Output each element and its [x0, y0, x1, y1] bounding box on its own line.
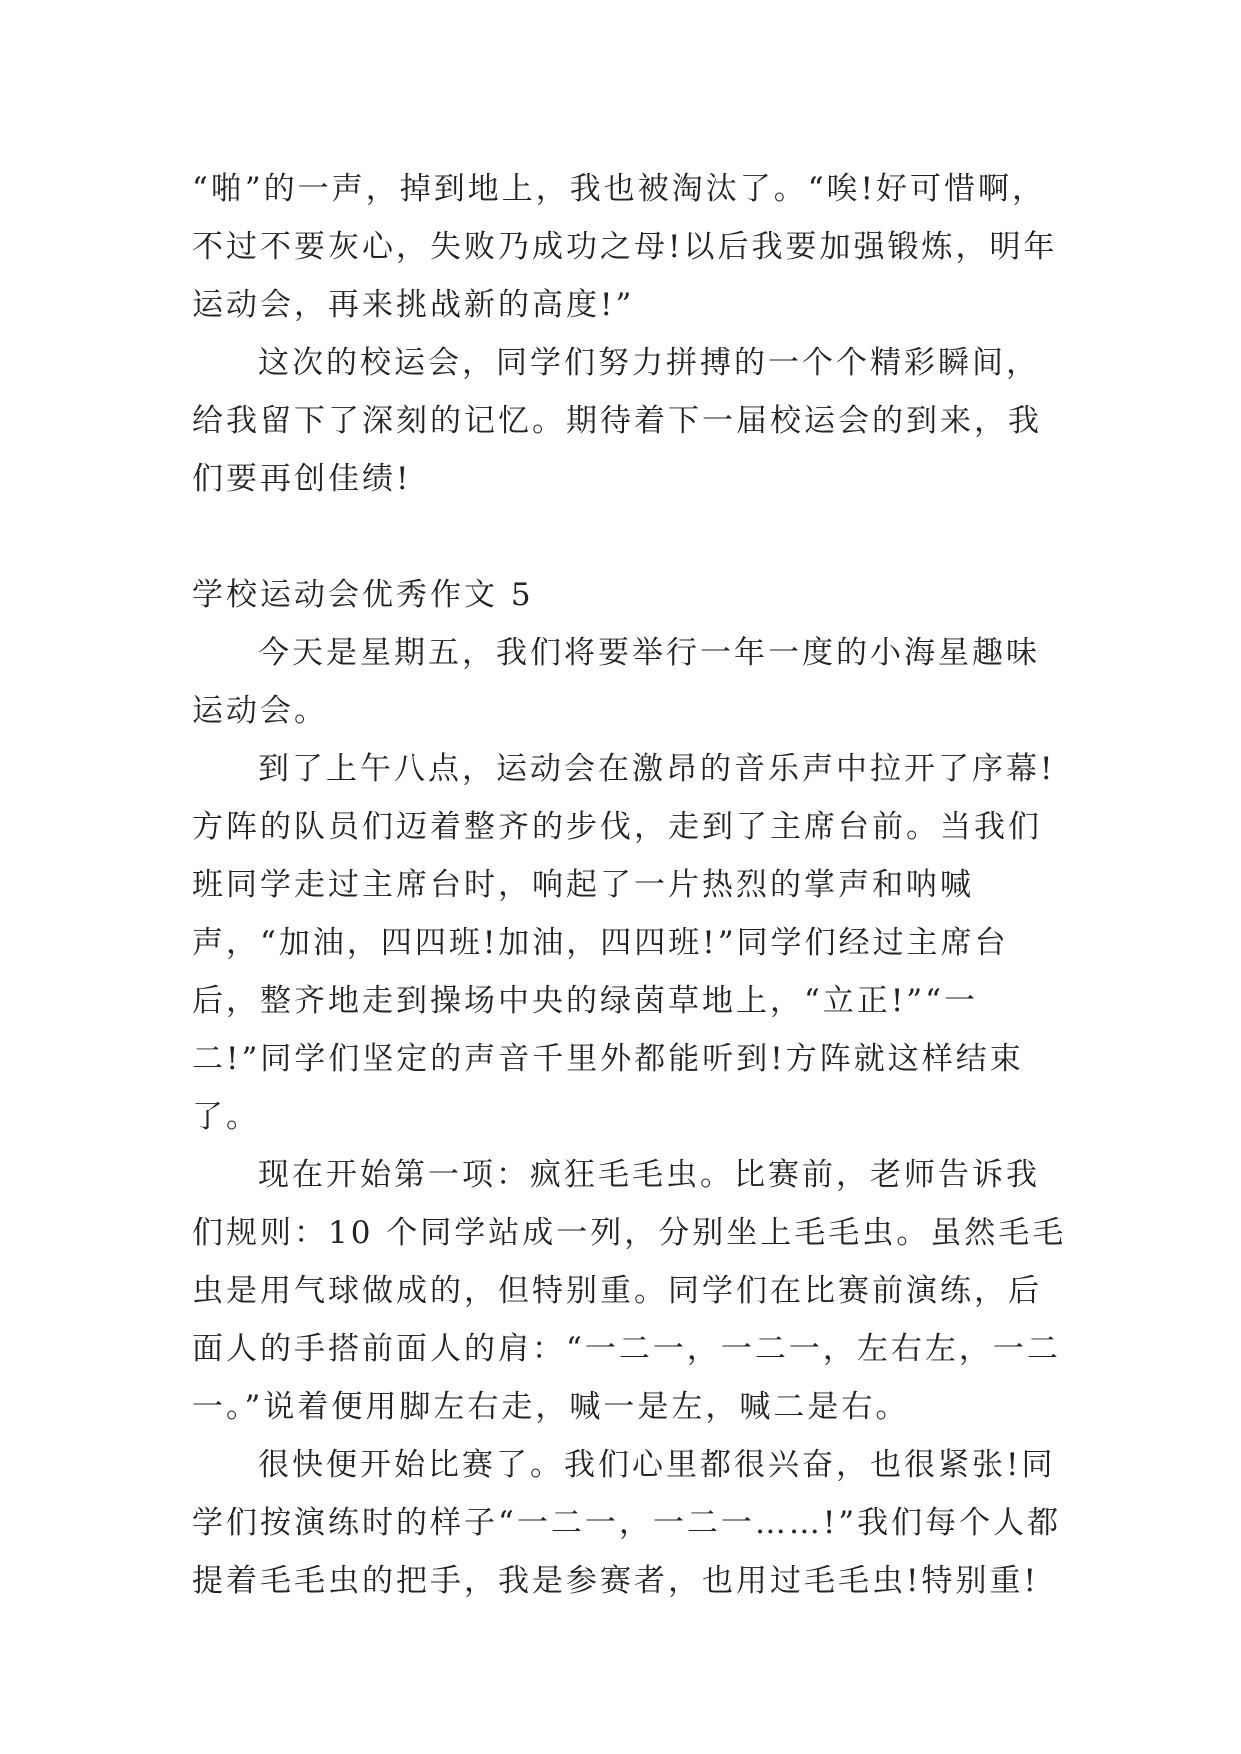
section-title: 学校运动会优秀作文 5: [192, 577, 534, 613]
paragraph: 今天是星期五，我们将要举行一年一度的小海星趣味运动会。: [192, 635, 1040, 729]
section-gap: [192, 508, 1072, 566]
paragraph: 这次的校运会，同学们努力拼搏的一个个精彩瞬间，给我留下了深刻的记忆。期待着下一届校运会的到来，我们要再创佳绩!: [192, 345, 1042, 497]
paragraph: 到了上午八点，运动会在激昂的音乐声中拉开了序幕!方阵的队员们迈着整齐的步伐，走到了主席台前。当我们班同学走过主席台时，响起了一片热烈的掌声和呐喊声，“加油，四四班!加油，四四班!”同学们经过主席台后，整齐地走到操场中央的绿茵草地上，“立正!”“一二!”同学们坚定的声音千里外都能听到!方阵就这样结束了。: [192, 751, 1056, 1135]
document-body: [192, 160, 1072, 1610]
paragraph: “啪”的一声，掉到地上，我也被淘汰了。“唉!好可惜啊，不过不要灰心，失败乃成功之母!以后我要加强锻炼，明年运动会，再来挑战新的高度!”: [192, 171, 1058, 323]
paragraph: 很快便开始比赛了。我们心里都很兴奋，也很紧张!同学们按演练时的样子“一二一，一二一……!”我们每个人都提着毛毛虫的把手，我是参赛者，也用过毛毛虫!特别重!: [192, 1447, 1062, 1599]
paragraph: 现在开始第一项：疯狂毛毛虫。比赛前，老师告诉我们规则：10 个同学站成一列，分别坐上毛毛虫。虽然毛毛虫是用气球做成的，但特别重。同学们在比赛前演练，后面人的手搭前面人的肩：“一二一，一二一，左右左，一二一。”说着便用脚左右走，喊一是左，喊二是右。: [192, 1157, 1067, 1425]
